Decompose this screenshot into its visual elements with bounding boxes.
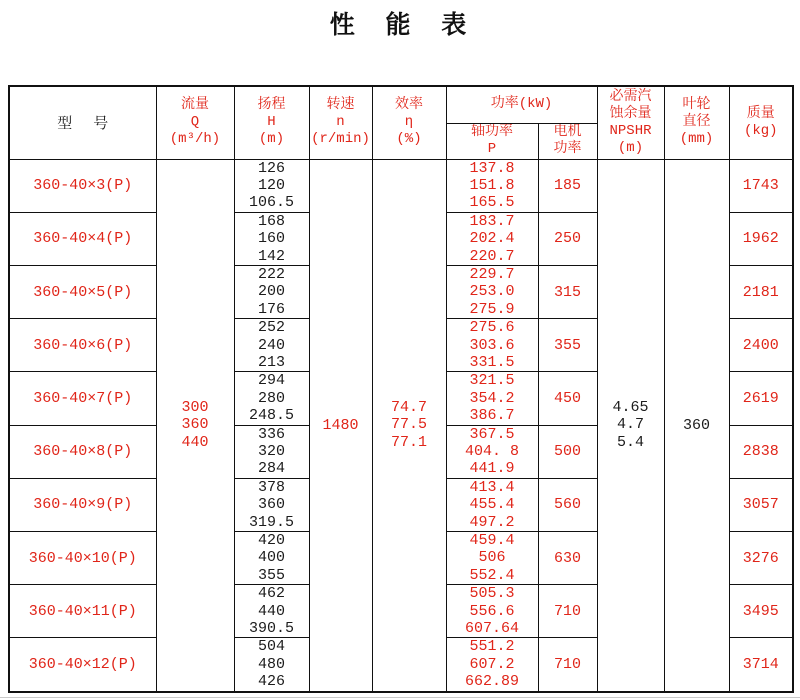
efficiency-cell <box>372 159 446 692</box>
motor-power-cell: 630 <box>538 532 597 585</box>
head-value: 106.5 <box>248 194 294 212</box>
flow-cell <box>156 159 234 692</box>
performance-table <box>8 85 794 693</box>
head-value: 168 <box>257 212 285 230</box>
header-npshr-line: (m) <box>617 139 644 156</box>
header-shaft-line: P <box>487 141 497 157</box>
speed-cell: 1480 <box>309 159 372 692</box>
shaft-power-value: 404. 8 <box>464 443 519 460</box>
head-value: 200 <box>257 283 285 301</box>
head-cell <box>234 265 309 318</box>
shaft-power-value: 506 <box>478 549 506 567</box>
shaft-power-value: 459.4 <box>469 532 515 550</box>
head-cell <box>234 585 309 638</box>
head-value: 160 <box>257 230 285 248</box>
head-value: 378 <box>257 478 285 496</box>
header-mass-line: 质量 <box>746 105 775 122</box>
shaft-power-value: 413.4 <box>469 478 515 496</box>
header-efficiency-line: η <box>404 114 414 131</box>
model-cell: 360-40×12(P) <box>9 638 156 692</box>
shaft-power-cell <box>446 585 538 638</box>
header-impeller-line: 直径 <box>682 114 711 131</box>
header-npshr-line: 必需汽 <box>609 88 652 105</box>
head-value: 252 <box>257 319 285 337</box>
column-header-shaft-power <box>446 123 538 159</box>
header-head-line: H <box>267 114 276 131</box>
motor-power-cell: 185 <box>538 159 597 212</box>
shaft-power-value: 275.6 <box>469 319 515 337</box>
column-header-speed <box>309 86 372 159</box>
shaft-power-cell <box>446 638 538 692</box>
shaft-power-value: 303.6 <box>469 336 515 354</box>
shaft-power-value: 202.4 <box>469 230 515 248</box>
scan-edge-line <box>0 697 800 698</box>
mass-cell: 1743 <box>729 159 793 212</box>
motor-power-cell: 355 <box>538 319 597 372</box>
shaft-power-cell <box>446 478 538 531</box>
motor-power-cell: 500 <box>538 425 597 478</box>
shaft-power-value: 497.2 <box>469 513 515 531</box>
mass-cell: 2181 <box>729 265 793 318</box>
head-value: 176 <box>257 300 285 318</box>
motor-power-cell: 450 <box>538 372 597 425</box>
model-cell: 360-40×9(P) <box>9 478 156 531</box>
motor-power-cell: 560 <box>538 478 597 531</box>
npshr-value: 4.7 <box>617 416 645 434</box>
head-value: 426 <box>257 673 285 691</box>
shaft-power-cell <box>446 159 538 212</box>
model-cell: 360-40×7(P) <box>9 372 156 425</box>
head-value: 142 <box>257 247 285 265</box>
shaft-power-cell <box>446 532 538 585</box>
motor-power-cell: 710 <box>538 638 597 692</box>
head-value: 420 <box>257 532 285 550</box>
head-cell <box>234 478 309 531</box>
mass-cell: 3714 <box>729 638 793 692</box>
header-npshr-line: NPSHR <box>609 122 652 139</box>
header-flow-line: 流量 <box>181 97 209 114</box>
header-motor-line: 电机 <box>553 124 582 140</box>
head-value: 126 <box>257 159 285 177</box>
motor-power-cell: 315 <box>538 265 597 318</box>
shaft-power-cell <box>446 425 538 478</box>
npshr-value: 4.65 <box>612 398 649 416</box>
head-cell <box>234 532 309 585</box>
header-head-line: (m) <box>258 131 285 148</box>
shaft-power-value: 386.7 <box>469 407 515 425</box>
shaft-power-value: 552.4 <box>469 566 515 584</box>
head-value: 355 <box>257 566 285 584</box>
shaft-power-value: 607.64 <box>464 620 519 638</box>
shaft-power-value: 183.7 <box>469 212 515 230</box>
shaft-power-value: 441.9 <box>469 460 515 478</box>
head-cell <box>234 638 309 692</box>
flow-value: 440 <box>181 433 209 451</box>
head-value: 480 <box>257 655 285 673</box>
head-cell <box>234 425 309 478</box>
mass-cell: 2400 <box>729 319 793 372</box>
shaft-power-value: 220.7 <box>469 247 515 265</box>
head-value: 440 <box>257 602 285 620</box>
flow-value: 300 <box>181 398 209 416</box>
model-cell: 360-40×6(P) <box>9 319 156 372</box>
shaft-power-value: 253.0 <box>469 283 515 301</box>
header-flow-line: Q <box>190 114 200 131</box>
head-cell <box>234 159 309 212</box>
efficiency-value: 77.5 <box>390 416 427 434</box>
model-cell: 360-40×8(P) <box>9 425 156 478</box>
column-header-npshr <box>597 86 664 159</box>
impeller-diameter-cell: 360 <box>664 159 729 692</box>
header-mass-line: (kg) <box>743 122 778 139</box>
shaft-power-value: 455.4 <box>469 496 515 514</box>
head-value: 336 <box>257 425 285 443</box>
head-value: 280 <box>257 389 285 407</box>
header-flow-line: (m³/h) <box>169 131 221 148</box>
column-header-mass <box>729 86 793 159</box>
table-row <box>9 159 793 212</box>
header-speed-line: 转速 <box>326 97 355 114</box>
shaft-power-value: 137.8 <box>469 159 515 177</box>
head-cell <box>234 319 309 372</box>
header-head-line: 扬程 <box>257 97 286 114</box>
motor-power-cell: 710 <box>538 585 597 638</box>
shaft-power-value: 165.5 <box>469 194 515 212</box>
shaft-power-value: 607.2 <box>469 655 515 673</box>
shaft-power-value: 551.2 <box>469 638 515 656</box>
header-impeller-line: (mm) <box>679 131 714 148</box>
head-cell <box>234 372 309 425</box>
head-value: 320 <box>257 443 285 460</box>
model-cell: 360-40×5(P) <box>9 265 156 318</box>
head-value: 222 <box>257 265 285 283</box>
model-cell: 360-40×10(P) <box>9 532 156 585</box>
header-efficiency-line: 效率 <box>395 97 423 114</box>
column-header-power: 功率(kW) <box>446 86 597 123</box>
flow-value: 360 <box>181 416 209 434</box>
shaft-power-value: 229.7 <box>469 265 515 283</box>
header-speed-line: (r/min) <box>311 131 370 148</box>
header-impeller-line: 叶轮 <box>682 97 711 114</box>
column-header-flow <box>156 86 234 159</box>
shaft-power-cell <box>446 212 538 265</box>
motor-power-cell: 250 <box>538 212 597 265</box>
header-motor-line: 功率 <box>553 141 582 157</box>
shaft-power-value: 354.2 <box>469 389 515 407</box>
mass-cell: 3495 <box>729 585 793 638</box>
model-cell: 360-40×3(P) <box>9 159 156 212</box>
header-speed-line: n <box>336 114 345 131</box>
npshr-cell <box>597 159 664 692</box>
head-value: 294 <box>257 372 285 390</box>
head-value: 284 <box>257 460 285 478</box>
header-npshr-line: 蚀余量 <box>609 105 652 122</box>
column-header-model: 型 号 <box>9 86 156 159</box>
head-value: 240 <box>257 336 285 354</box>
head-value: 400 <box>257 549 285 567</box>
efficiency-value: 74.7 <box>390 398 427 416</box>
column-header-impeller <box>664 86 729 159</box>
head-value: 360 <box>257 496 285 514</box>
efficiency-value: 77.1 <box>390 433 427 451</box>
shaft-power-cell <box>446 319 538 372</box>
header-shaft-line: 轴功率 <box>471 124 513 140</box>
head-value: 120 <box>257 176 285 194</box>
mass-cell: 3276 <box>729 532 793 585</box>
mass-cell: 1962 <box>729 212 793 265</box>
shaft-power-value: 505.3 <box>469 585 515 603</box>
shaft-power-value: 151.8 <box>469 176 515 194</box>
model-cell: 360-40×11(P) <box>9 585 156 638</box>
head-value: 504 <box>257 638 285 656</box>
shaft-power-value: 275.9 <box>469 300 515 318</box>
head-value: 390.5 <box>248 620 294 638</box>
mass-cell: 3057 <box>729 478 793 531</box>
head-value: 319.5 <box>248 513 294 531</box>
model-cell: 360-40×4(P) <box>9 212 156 265</box>
head-cell <box>234 212 309 265</box>
column-header-motor-power <box>538 123 597 159</box>
npshr-value: 5.4 <box>617 433 645 451</box>
header-efficiency-line: (%) <box>396 131 422 148</box>
shaft-power-value: 321.5 <box>469 372 515 390</box>
page-title: 性 能 表 <box>329 10 471 39</box>
shaft-power-value: 331.5 <box>469 353 515 371</box>
head-value: 248.5 <box>248 407 294 425</box>
head-value: 462 <box>257 585 285 603</box>
mass-cell: 2619 <box>729 372 793 425</box>
mass-cell: 2838 <box>729 425 793 478</box>
shaft-power-value: 556.6 <box>469 602 515 620</box>
shaft-power-cell <box>446 372 538 425</box>
column-header-efficiency <box>372 86 446 159</box>
column-header-head <box>234 86 309 159</box>
shaft-power-cell <box>446 265 538 318</box>
shaft-power-value: 662.89 <box>464 673 519 691</box>
shaft-power-value: 367.5 <box>469 425 515 443</box>
head-value: 213 <box>257 353 285 371</box>
